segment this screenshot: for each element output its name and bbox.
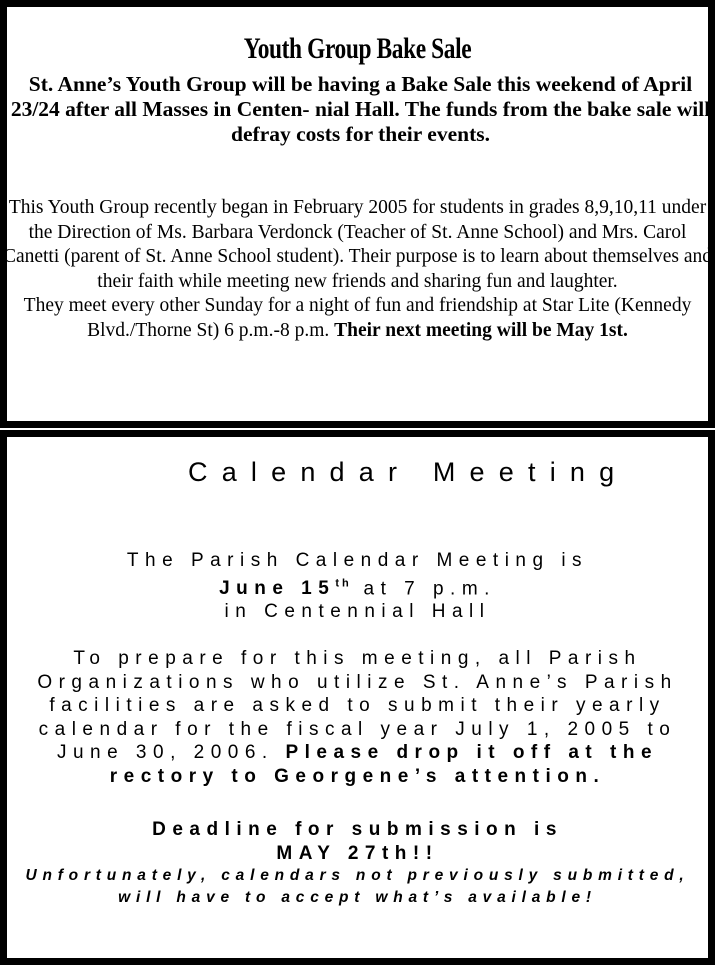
meeting-schedule-text: They meet every other Sunday for a night of fun and friendship at Star Lite (Kennedy Blvd./Thorne St) 6 p.m.-8 p.m. [23,295,692,341]
calendar-dropoff-text: Please drop it off at the rectory to Georgene’s attention. [109,742,659,787]
calendar-meeting-title: Calendar Meeting [188,457,629,487]
bake-sale-paragraph-1: This Youth Group recently began in February 2005 for students in grades 8,9,10,11 under the Direction of Ms. Barbara Verdonck (Teacher of St. Anne School) and Mrs. Carol Canetti (parent of St. Anne School student). Their purpose is to learn about themselves and their faith while meeting new friends and sharing fun and laughter. [2,197,713,292]
calendar-location: in Centennial Hall [224,601,491,623]
deadline-label: Deadline for submission is [152,819,563,840]
deadline-date: MAY 27th!! [276,842,439,864]
calendar-deadline-section [5,818,710,909]
calendar-intro: The Parish Calendar Meeting is [126,550,589,571]
calendar-date [219,578,352,599]
next-meeting-text: Their next meeting will be May 1st. [334,319,628,341]
calendar-date-day: June 15 [219,577,336,599]
bake-sale-body [2,196,713,343]
bake-sale-paragraph-2 [2,294,713,343]
calendar-meeting-details [5,549,710,624]
calendar-time: at 7 p.m. [363,577,496,599]
bake-sale-title: Youth Group Bake Sale [243,32,472,65]
calendar-prepare-text: To prepare for this meeting, all Parish Organizations who utilize St. Anne’s Parish facilities are asked to submit their yearly calendar for the fiscal year July 1, 2005 to June 30, 2006. [37,648,678,763]
deadline-note: Unfortunately, calendars not previously submitted, will have to accept what’s available! [25,867,690,906]
calendar-date-line [5,573,710,601]
bake-sale-lead: St. Anne’s Youth Group will be having a Bake Sale this weekend of April 23/24 after all Masses in Centen- nial Hall. The funds from the bake sale will defray costs for their events. [10,72,711,146]
calendar-prepare-paragraph [5,647,710,788]
calendar-date-suffix: th [335,577,352,590]
